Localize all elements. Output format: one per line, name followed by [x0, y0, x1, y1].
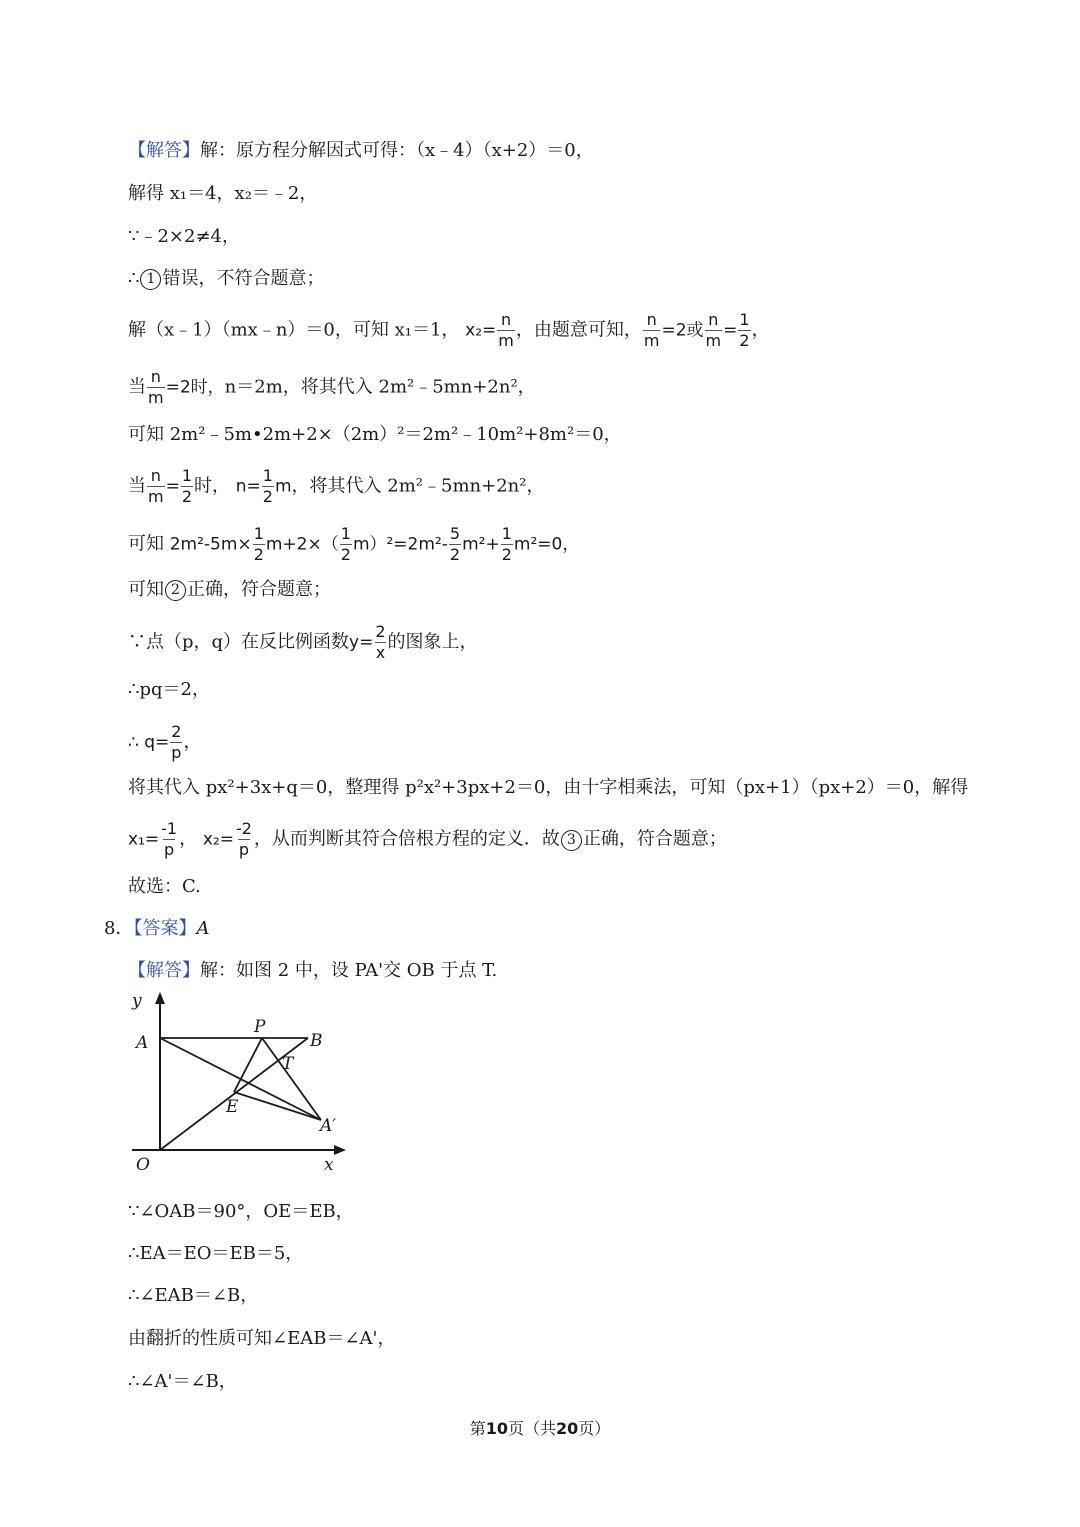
fraction-one-half: $\frac{1}{2}$ — [340, 524, 351, 564]
solution-line-13: ∴ q= $\frac{2}{p}$ ， — [128, 722, 202, 762]
solution-line-16: 故选：C. — [128, 876, 201, 897]
solution-line-3: ∵﹣2×2≠4， — [128, 226, 240, 247]
fraction-two-over-p: $\frac{2}{p}$ — [171, 722, 182, 762]
page-footer: 第10页（共20页） — [469, 1419, 611, 1438]
fraction-n-over-m: $\frac{n}{m}$ — [643, 310, 660, 350]
total-pages: 20 — [556, 1419, 579, 1438]
fraction-n-over-m: $\frac{n}{m}$ — [148, 367, 164, 407]
solution-line-2: 解得 x₁＝4，x₂＝﹣2， — [128, 183, 318, 204]
solution-line-21: ∴∠EAB＝∠B， — [128, 1285, 259, 1306]
geometry-figure — [126, 988, 356, 1178]
fraction-n-over-m: $\frac{n}{m}$ — [148, 466, 164, 506]
label-A-prime: A′ — [320, 1116, 337, 1136]
solution-line-8: 当 $\frac{n}{m}$ = $\frac{1}{2}$ 时， n= $\frac{1}{2}$ m，将其代入 2m²﹣5mn+2n²， — [128, 466, 545, 506]
fraction-neg2-over-p: $\frac{-2}{p}$ — [235, 819, 252, 859]
solution-line-6: 当 $\frac{n}{m}$ =2时，n＝2m，将其代入 2m²﹣5mn+2n²， — [128, 367, 536, 407]
solution-line-5: 解（x﹣1）（mx﹣n）＝0，可知 x₁＝1， x₂= $\frac{n}{m}$ ，由题意可知， $\frac{n}{m}$ =2或 $\frac{n}{m}$ = $\frac{1}{2}$ ， — [128, 310, 770, 350]
x-axis-arrow-icon — [334, 1145, 346, 1155]
solution-tag: 【解答】 — [128, 140, 200, 161]
solution-line-12: ∴pq＝2， — [128, 679, 210, 700]
label-T: T — [282, 1054, 294, 1074]
fraction-one-half: $\frac{1}{2}$ — [739, 310, 750, 350]
fraction-one-half: $\frac{1}{2}$ — [181, 466, 193, 506]
circled-number-2: 2 — [165, 580, 186, 601]
solution-line-1 — [128, 138, 594, 164]
solution-line-22: 由翻折的性质可知∠EAB＝∠A'， — [128, 1328, 396, 1349]
fraction-one-half: $\frac{1}{2}$ — [253, 524, 264, 564]
fraction-two-over-x: $\frac{2}{x}$ — [375, 622, 386, 662]
solution-line-11: ∵点（p，q）在反比例函数y= $\frac{2}{x}$ 的图象上， — [128, 622, 478, 662]
solution-line-23: ∴∠A'＝∠B， — [128, 1371, 237, 1392]
solution-line-20: ∴EA＝EO＝EB＝5， — [128, 1243, 304, 1264]
solution-line-9: 可知 2m²-5m× $\frac{1}{2}$ m+2×（ $\frac{1}{2}$ m）²=2m²- $\frac{5}{2}$ m²+ $\frac{1}{2}$ m²=0， — [128, 524, 580, 564]
solution-line-15: x₁= $\frac{-1}{p}$ ， x₂= $\frac{-2}{p}$ ，从而判断其符合倍根方程的定义．故 3 正确，符合题意； — [128, 819, 727, 859]
fraction-n-over-m: $\frac{n}{m}$ — [498, 310, 514, 350]
solution-line-10: 可知 2 正确，符合题意； — [128, 579, 331, 600]
label-O: O — [136, 1155, 150, 1175]
label-A: A — [136, 1033, 149, 1053]
solution-line-4: ∴ 1 错误，不符合题意； — [128, 268, 325, 289]
fraction-five-halves: $\frac{5}{2}$ — [449, 524, 461, 564]
fraction-n-over-m: $\frac{n}{m}$ — [705, 310, 722, 350]
solution-line-19: ∵∠OAB＝90°，OE＝EB， — [128, 1201, 354, 1222]
circled-number-3: 3 — [561, 830, 582, 851]
label-B: B — [310, 1031, 323, 1051]
solution-line-7: 可知 2m²﹣5m•2m+2×（2m）²＝2m²﹣10m²+8m²＝0， — [128, 424, 622, 445]
solution-text: 解：原方程分解因式可得：（x﹣4）（x+2）＝0， — [200, 140, 594, 161]
fraction-one-half: $\frac{1}{2}$ — [262, 466, 273, 506]
solution-line-18: 【解答】解：如图 2 中，设 PA'交 OB 于点 T. — [128, 960, 498, 981]
label-E: E — [226, 1097, 239, 1117]
solution-line-14: 将其代入 px²+3x+q＝0，整理得 p²x²+3px+2＝0，由十字相乘法，可知（px+1）（px+2）＝0，解得 — [128, 777, 969, 798]
fraction-one-half: $\frac{1}{2}$ — [501, 524, 512, 564]
question-8-answer: 8．【答案】A — [104, 918, 210, 939]
label-P: P — [254, 1017, 266, 1037]
segment-EA-prime — [234, 1092, 321, 1120]
label-y: y — [132, 991, 142, 1011]
page-number: 10 — [485, 1419, 508, 1438]
label-x: x — [324, 1155, 334, 1175]
circled-number-1: 1 — [140, 269, 161, 290]
y-axis-arrow-icon — [155, 992, 165, 1004]
fraction-neg1-over-p: $\frac{-1}{p}$ — [161, 819, 178, 859]
